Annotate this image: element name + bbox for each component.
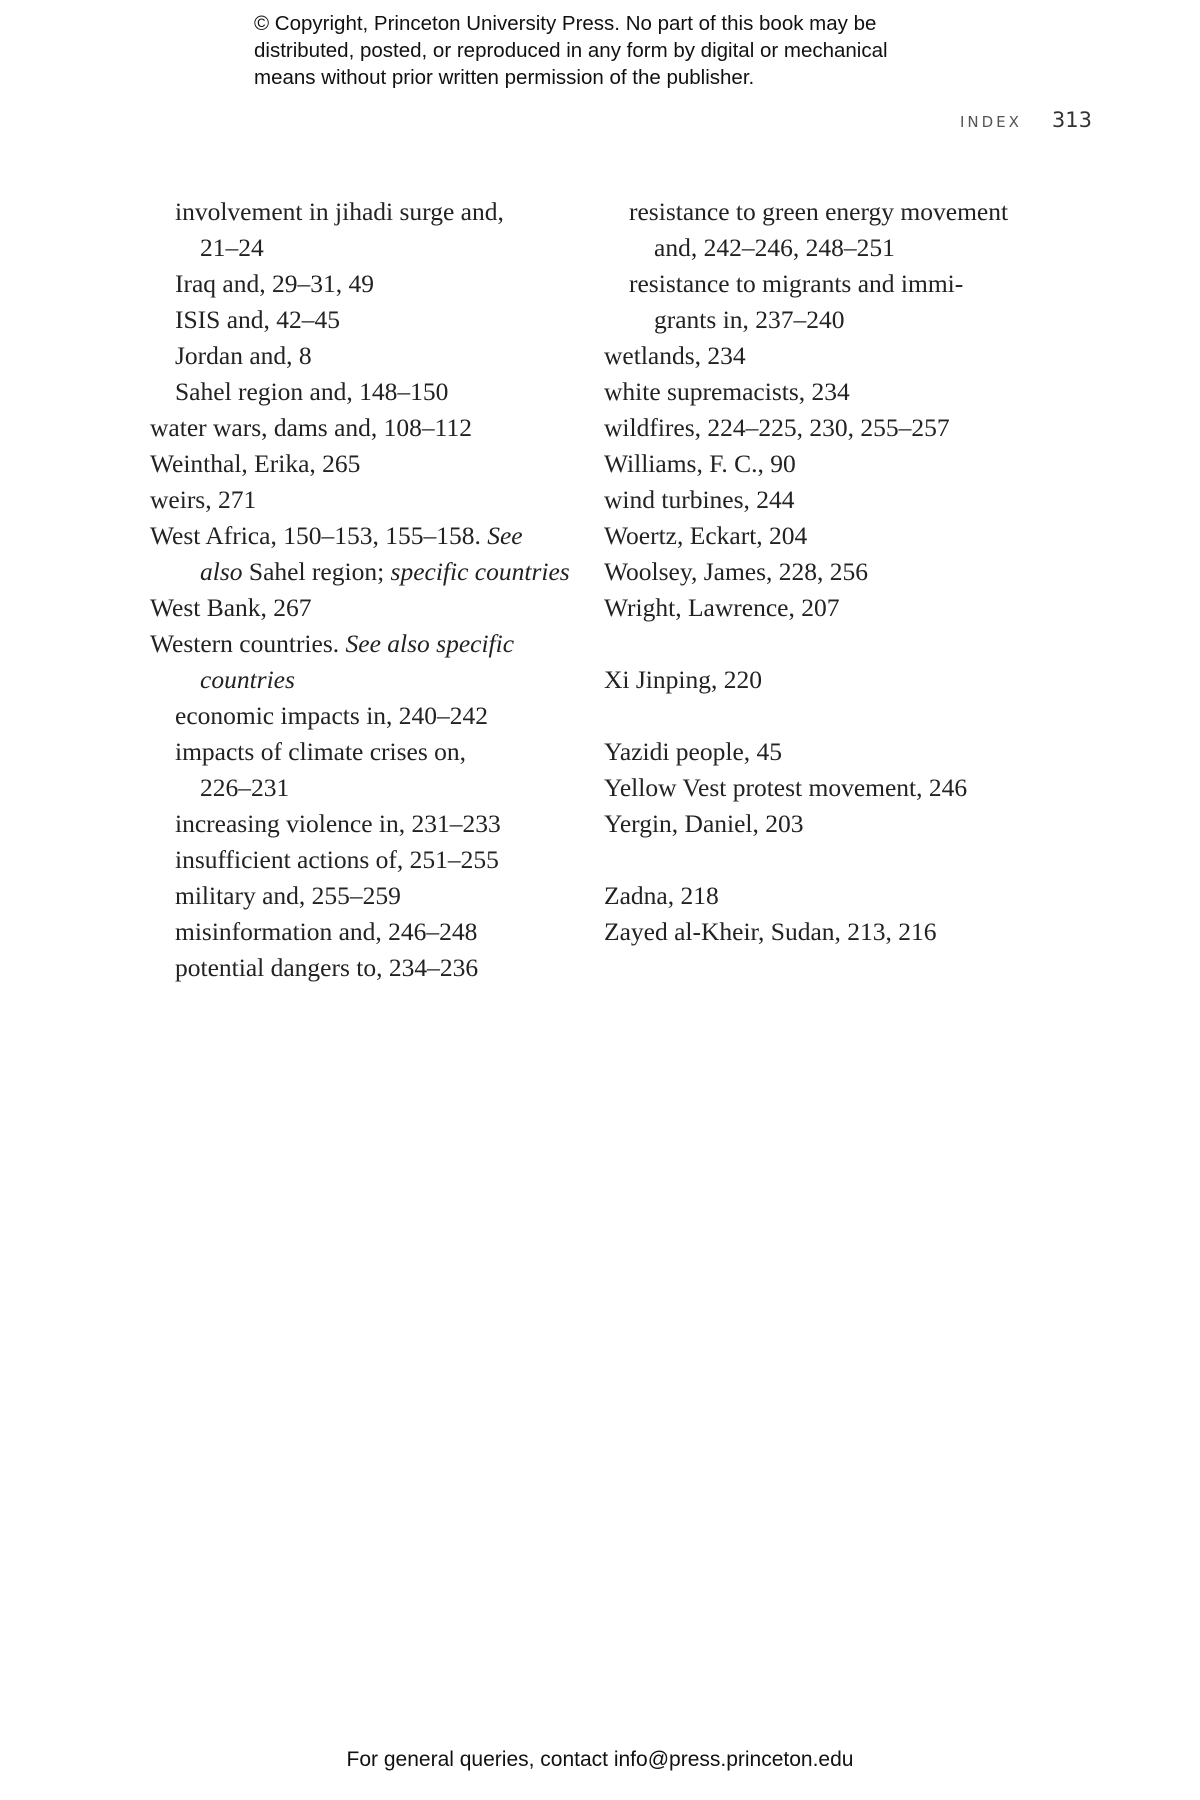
index-entry: water wars, dams and, 108–112 — [150, 413, 472, 442]
letter-group-gap — [604, 698, 1054, 734]
index-entry: Xi Jinping, 220 — [604, 665, 762, 694]
index-entry — [150, 554, 570, 590]
copyright-line: means without prior written permission of the publisher. — [254, 66, 755, 89]
index-entry: Iraq and, 29–31, 49 — [175, 269, 374, 298]
index-entry: potential dangers to, 234–236 — [175, 953, 479, 982]
index-entry: Woolsey, James, 228, 256 — [604, 557, 869, 586]
copyright-line: distributed, posted, or reproduced in any form by digital or mechanical — [254, 39, 888, 62]
section-title: INDEX — [959, 113, 1022, 131]
index-entry: West Bank, 267 — [150, 593, 312, 622]
cross-reference: also — [200, 557, 243, 586]
index-entry: 226–231 — [200, 773, 290, 802]
index-entry: resistance to migrants and immi- — [629, 269, 964, 298]
letter-group-gap — [604, 842, 1054, 878]
index-entry: wetlands, 234 — [604, 341, 746, 370]
index-entry: Weinthal, Erika, 265 — [150, 449, 361, 478]
index-entry: Zayed al-Kheir, Sudan, 213, 216 — [604, 917, 937, 946]
copyright-notice — [254, 10, 1014, 91]
cross-reference: See — [487, 521, 523, 550]
index-entry: Williams, F. C., 90 — [604, 449, 796, 478]
index-entry: weirs, 271 — [150, 485, 257, 514]
copyright-line: © Copyright, Princeton University Press. No part of this book may be — [254, 12, 877, 35]
index-entry: military and, 255–259 — [175, 881, 401, 910]
index-entry: resistance to green energy movement — [629, 197, 1009, 226]
index-entry: Zadna, 218 — [604, 881, 719, 910]
index-entry: involvement in jihadi surge and, — [175, 197, 504, 226]
index-entry: impacts of climate crises on, — [175, 737, 467, 766]
cross-reference: See also specific — [345, 629, 515, 658]
entry-text: Western countries. — [150, 629, 346, 658]
entry-text: West Africa, 150–153, 155–158. — [150, 521, 488, 550]
index-entry: and, 242–246, 248–251 — [654, 233, 895, 262]
index-entry: increasing violence in, 231–233 — [175, 809, 501, 838]
running-head — [960, 108, 1092, 132]
cross-reference: specific countries — [390, 557, 570, 586]
index-entry: Yergin, Daniel, 203 — [604, 809, 804, 838]
index-entry: Yazidi people, 45 — [604, 737, 783, 766]
index-entry: white supremacists, 234 — [604, 377, 850, 406]
index-entry: Woertz, Eckart, 204 — [604, 521, 808, 550]
index-entry: Yellow Vest protest movement, 246 — [604, 773, 968, 802]
index-entry — [150, 626, 570, 662]
index-entry: 21–24 — [200, 233, 264, 262]
cross-reference: countries — [200, 665, 295, 694]
entry-text: Sahel region; — [242, 557, 391, 586]
index-entry — [150, 662, 570, 698]
index-column-right — [604, 194, 1054, 950]
index-entry: wind turbines, 244 — [604, 485, 795, 514]
index-entry: Jordan and, 8 — [175, 341, 312, 370]
page-number: 313 — [1051, 108, 1092, 132]
index-entry: wildfires, 224–225, 230, 255–257 — [604, 413, 950, 442]
index-entry: grants in, 237–240 — [654, 305, 845, 334]
index-column-left — [150, 194, 570, 986]
index-entry: Wright, Lawrence, 207 — [604, 593, 840, 622]
index-entry: insufficient actions of, 251–255 — [175, 845, 499, 874]
footer-contact: For general queries, contact info@press.princeton.edu — [346, 1748, 854, 1771]
index-entry: ISIS and, 42–45 — [175, 305, 341, 334]
index-entry: Sahel region and, 148–150 — [175, 377, 449, 406]
index-entry: misinformation and, 246–248 — [175, 917, 478, 946]
letter-group-gap — [604, 626, 1054, 662]
index-entry: economic impacts in, 240–242 — [175, 701, 489, 730]
index-entry — [150, 518, 570, 554]
